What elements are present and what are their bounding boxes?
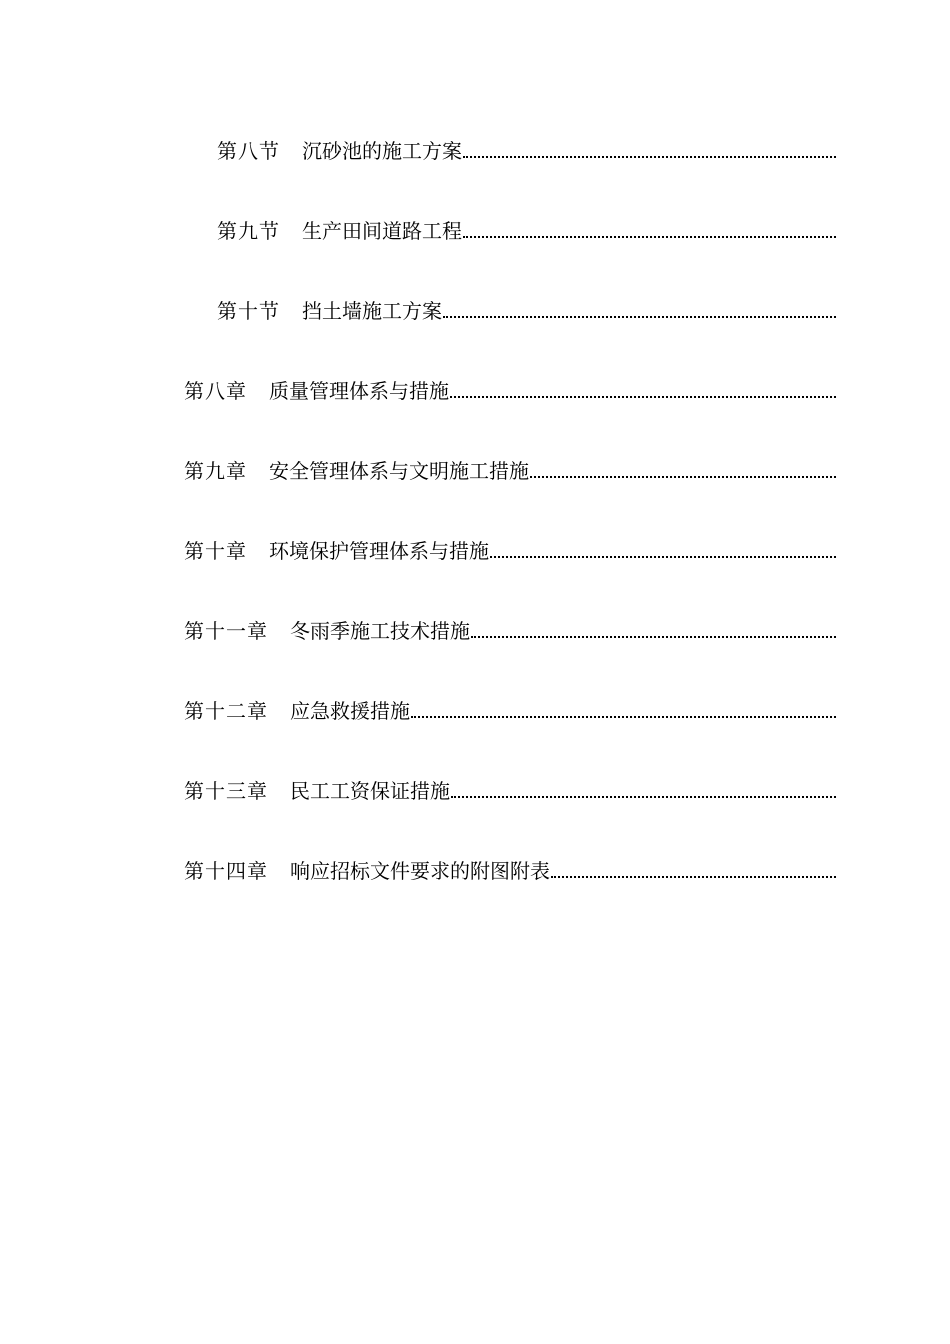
toc-leader-dots [463, 220, 836, 240]
toc-leader-dots [451, 780, 836, 800]
toc-entry[interactable] [0, 373, 950, 453]
toc-entry-title: 安全管理体系与文明施工措施 [269, 459, 529, 483]
toc-entry[interactable] [0, 293, 950, 373]
toc-leader-dots [463, 140, 836, 160]
toc-entry-number: 第八章 [184, 379, 247, 403]
toc-entry-title: 挡土墙施工方案 [302, 299, 442, 323]
toc-leader-dots [490, 540, 836, 560]
toc-leader-dots [450, 380, 836, 400]
toc-entry-number: 第十二章 [184, 699, 268, 723]
toc-entry-number: 第八节 [217, 139, 280, 163]
toc-entry-number: 第九章 [184, 459, 247, 483]
toc-entry-title: 冬雨季施工技术措施 [290, 619, 470, 643]
toc-entry-number: 第九节 [217, 219, 280, 243]
toc-leader-dots [471, 620, 836, 640]
toc-entry[interactable] [0, 693, 950, 773]
toc-entry-number: 第十章 [184, 539, 247, 563]
toc-entry-title: 响应招标文件要求的附图附表 [290, 859, 550, 883]
toc-entry[interactable] [0, 133, 950, 213]
toc-leader-dots [530, 460, 836, 480]
toc-entry-title: 应急救援措施 [290, 699, 410, 723]
toc-leader-dots [411, 700, 836, 720]
toc-entry-title: 生产田间道路工程 [302, 219, 462, 243]
toc-entry-title: 沉砂池的施工方案 [302, 139, 462, 163]
toc-entry-title: 民工工资保证措施 [290, 779, 450, 803]
toc-entry-number: 第十节 [217, 299, 280, 323]
toc-entry[interactable] [0, 453, 950, 533]
toc-entry-title: 质量管理体系与措施 [269, 379, 449, 403]
toc-entry-number: 第十三章 [184, 779, 268, 803]
toc-entry[interactable] [0, 533, 950, 613]
toc-leader-dots [551, 860, 836, 880]
toc-entry-number: 第十一章 [184, 619, 268, 643]
table-of-contents [0, 133, 950, 933]
toc-entry-number: 第十四章 [184, 859, 268, 883]
toc-entry[interactable] [0, 213, 950, 293]
toc-entry-title: 环境保护管理体系与措施 [269, 539, 489, 563]
toc-entry[interactable] [0, 773, 950, 853]
toc-entry[interactable] [0, 613, 950, 693]
toc-entry[interactable] [0, 853, 950, 933]
toc-leader-dots [443, 300, 836, 320]
